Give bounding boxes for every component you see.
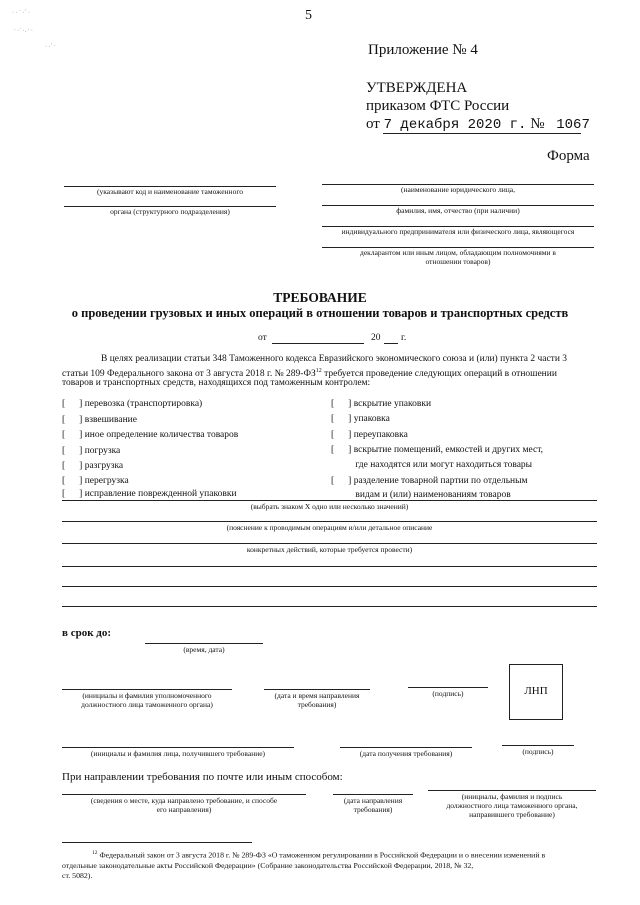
approval-underline	[383, 133, 581, 134]
checkbox[interactable]: [ ]	[331, 430, 352, 440]
officer-caption-1: (инициалы и фамилия уполномоченного	[82, 691, 212, 700]
received-date-field[interactable]	[340, 747, 472, 748]
footnote-mark: 12	[92, 850, 98, 856]
operation-option[interactable]	[62, 488, 237, 500]
operation-label: разгрузка	[82, 461, 124, 471]
explanation-field-2[interactable]	[62, 543, 597, 544]
operation-option[interactable]	[331, 398, 431, 410]
checkbox[interactable]: [ ]	[62, 399, 83, 409]
intro-line-1: В целях реализации статьи 348 Таможенного кодекса Евразийского экономического союза и (или) пункта 2 части 3	[101, 354, 568, 364]
operation-label: иное определение количества товаров	[82, 430, 239, 440]
stamp-label: ЛНП	[524, 685, 548, 697]
operation-option[interactable]	[62, 398, 202, 410]
entity-caption-4: декларантом или иным лицом, обладающим полномочиями в	[360, 248, 556, 257]
scan-noise: · ·´ ˑ	[45, 44, 56, 50]
mark-hint: (выбрать знаком Х одно или несколько значений)	[250, 502, 409, 511]
operation-label: видам и (или) наименованиям товаров	[353, 490, 511, 500]
date-from-label: от	[258, 333, 267, 343]
mail-date-caption-1: (дата направления	[343, 796, 403, 805]
mail-where-field[interactable]	[62, 794, 306, 795]
mail-where-caption-1: (сведения о месте, куда направлено требование, и способе	[90, 796, 278, 805]
operation-label: перегрузка	[82, 476, 129, 486]
date-year-suffix: г.	[401, 333, 407, 343]
checkbox[interactable]: [ ]	[62, 446, 83, 456]
document-title: ТРЕБОВАНИЕ	[273, 290, 367, 305]
receiver-signature-field[interactable]	[502, 745, 574, 746]
explanation-field-5[interactable]	[62, 606, 597, 607]
footnote-line-1	[62, 848, 598, 861]
mail-date-field[interactable]	[333, 794, 413, 795]
entity-caption-3: индивидуального предпринимателя или физического лица, являющегося	[341, 227, 575, 236]
explanation-caption-1: (пояснение к проводимым операциям и/или детальное описание	[226, 523, 433, 532]
receiver-signature-caption: (подпись)	[522, 747, 554, 756]
deadline-label: в срок до:	[62, 627, 112, 639]
footnote-line-2: отдельные законодательные акты Российской Федерации» (Собрание законодательства Российской Федерации, 2018, № 32,	[62, 860, 474, 870]
operation-option[interactable]	[62, 460, 123, 472]
explanation-field-3[interactable]	[62, 566, 597, 567]
intro-footnote-mark: 12	[315, 368, 322, 374]
entity-caption-2: фамилия, имя, отчество (при наличии)	[396, 206, 520, 215]
checkbox[interactable]: [ ]	[331, 476, 352, 486]
operation-option[interactable]	[62, 475, 129, 487]
checkbox[interactable]: [ ]	[62, 461, 83, 471]
deadline-field[interactable]	[145, 643, 263, 644]
operation-label: вскрытие помещений, емкостей и других мест,	[351, 445, 544, 455]
operation-option[interactable]	[62, 429, 238, 441]
scan-noise: · · ˙ ·´ ·	[12, 10, 30, 16]
intro-line-2-end: требуется проведение следующих операций в отношении	[324, 369, 557, 380]
operation-option	[331, 459, 532, 471]
deadline-caption: (время, дата)	[183, 645, 225, 654]
date-year-prefix: 20	[371, 333, 381, 343]
intro-line-2-text: статьи 109 Федерального закона от 3 августа 2018 г. № 289-ФЗ	[62, 369, 316, 380]
operation-label: взвешивание	[82, 415, 137, 425]
date-year-field[interactable]	[384, 343, 398, 344]
operation-option[interactable]	[62, 445, 120, 457]
approval-number-prefix: №	[530, 116, 545, 132]
intro-line-3: товаров и транспортных средств, находящихся под таможенным контролем:	[62, 378, 371, 388]
checkbox[interactable]: [ ]	[331, 414, 352, 424]
checkbox[interactable]: [ ]	[62, 476, 83, 486]
approval-number: 1067	[556, 117, 590, 133]
sent-caption-1: (дата и время направления	[274, 691, 360, 700]
operation-label: вскрытие упаковки	[351, 399, 432, 409]
officer-caption-2: должностного лица таможенного органа)	[81, 700, 213, 709]
mail-official-field[interactable]	[428, 790, 596, 791]
document-subtitle: о проведении грузовых и иных операций в отношении товаров и транспортных средств	[71, 306, 569, 320]
approval-date: 7 декабря 2020 г.	[383, 117, 527, 133]
mail-label: При направлении требования по почте или иным способом:	[62, 771, 343, 783]
mail-official-caption-2: должностного лица таможенного органа,	[446, 801, 578, 810]
checkbox[interactable]: [ ]	[331, 399, 352, 409]
entity-caption-5: отношении товаров)	[425, 257, 491, 266]
operation-option[interactable]	[331, 444, 543, 456]
page-number: 5	[305, 8, 312, 23]
operation-option[interactable]	[331, 413, 390, 425]
mail-date-caption-2: требования)	[353, 805, 393, 814]
officer-signature-field[interactable]	[408, 687, 488, 688]
approval-date-prefix: от	[366, 116, 380, 132]
officer-signature-caption: (подпись)	[432, 689, 464, 698]
customs-caption-2: органа (структурного подразделения)	[110, 207, 230, 216]
explanation-caption-2: конкретных действий, которые требуется провести)	[246, 545, 413, 554]
approval-heading: УТВЕРЖДЕНА	[366, 80, 468, 96]
received-date-caption: (дата получения требования)	[359, 749, 453, 758]
operation-label: где находятся или могут находиться товары	[353, 460, 533, 470]
sent-datetime-field[interactable]	[264, 689, 370, 690]
scan-noise: ˑ ·˙ ·. ˑ ·	[14, 28, 33, 34]
footnote-line-1-text: Федеральный закон от 3 августа 2018 г. № 289-ФЗ «О таможенном регулировании в Российской Федерации и о внесении изменений в	[99, 850, 546, 860]
form-label: Форма	[547, 148, 590, 164]
approval-order: приказом ФТС России	[366, 98, 510, 114]
operation-label: разделение товарной партии по отдельным	[351, 476, 528, 486]
receiver-name-field[interactable]	[62, 747, 294, 748]
stamp-box	[509, 664, 563, 720]
footnote-separator	[62, 842, 252, 843]
operations-bottom-rule	[62, 500, 597, 501]
explanation-field-4[interactable]	[62, 586, 597, 587]
appendix-label: Приложение № 4	[368, 42, 478, 58]
sent-caption-2: требования)	[297, 700, 337, 709]
mail-where-caption-2: его направления)	[156, 805, 212, 814]
approval-date-line	[366, 116, 590, 133]
operation-option[interactable]	[331, 475, 528, 487]
mail-official-caption-3: направившего требование)	[469, 810, 555, 819]
footnote-line-3: ст. 5082).	[62, 870, 93, 880]
operation-label: переупаковка	[351, 430, 408, 440]
entity-caption-1: (наименование юридического лица,	[400, 185, 515, 194]
footnote	[62, 848, 598, 881]
checkbox[interactable]: [ ]	[62, 415, 83, 425]
operation-label: исправление поврежденной упаковки	[82, 489, 237, 499]
checkbox[interactable]: [ ]	[62, 430, 83, 440]
operation-option[interactable]	[331, 429, 408, 441]
mail-official-caption-1: (инициалы, фамилия и подпись	[461, 792, 563, 801]
customs-caption-1: (указывают код и наименование таможенного	[97, 187, 243, 196]
operation-label: перевозка (транспортировка)	[82, 399, 203, 409]
explanation-field-1[interactable]	[62, 521, 597, 522]
operation-label: упаковка	[351, 414, 390, 424]
operation-option[interactable]	[62, 414, 137, 426]
checkbox[interactable]: [ ]	[62, 489, 83, 499]
officer-name-field[interactable]	[62, 689, 232, 690]
operation-label: погрузка	[82, 446, 121, 456]
date-day-month-field[interactable]	[272, 343, 364, 344]
checkbox[interactable]: [ ]	[331, 445, 352, 455]
receiver-caption: (инициалы и фамилия лица, получившего требование)	[90, 749, 266, 758]
